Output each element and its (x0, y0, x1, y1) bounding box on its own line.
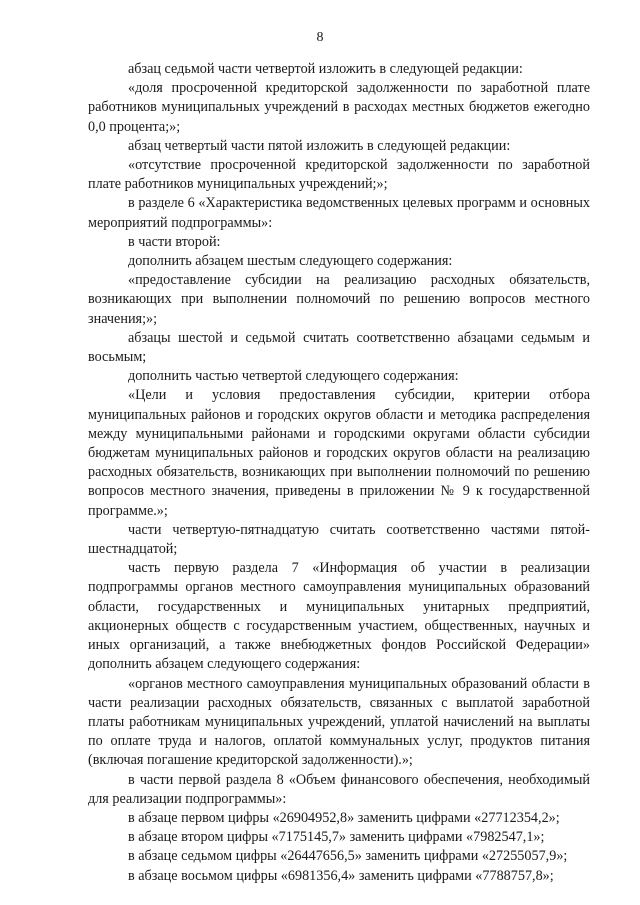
paragraph: части четвертую-пятнадцатую считать соответственно частями пятой-шестнадцатой; (88, 521, 590, 558)
paragraph: в части второй: (128, 233, 221, 250)
paragraph: дополнить частью четвертой следующего содержания: (128, 368, 459, 385)
paragraph: абзац четвертый части пятой изложить в следующей редакции: (128, 137, 511, 154)
paragraph: «доля просроченной кредиторской задолженности по заработной плате работников муниципальных учреждений в расходах местных бюджетов ежегодно 0,0 процента;»; (88, 80, 590, 135)
paragraph: в разделе 6 «Характеристика ведомственных целевых программ и основных мероприятий подпрограммы»: (88, 195, 590, 231)
document-body (88, 60, 590, 886)
paragraph: в абзаце восьмом цифры «6981356,4» заменить цифрами «7788757,8»; (128, 867, 554, 884)
paragraph: «предоставление субсидии на реализацию расходных обязательств, возникающих при выполнении полномочий по решению вопросов местного значения;»; (88, 272, 590, 327)
paragraph: абзацы шестой и седьмой считать соответственно абзацами седьмым и восьмым; (88, 329, 590, 366)
paragraph: в абзаце седьмом цифры «26447656,5» заменить цифрами «27255057,9»; (128, 848, 568, 865)
paragraph: дополнить абзацем шестым следующего содержания: (128, 253, 453, 270)
paragraph: в абзаце втором цифры «7175145,7» заменить цифрами «7982547,1»; (128, 829, 545, 846)
page-number: 8 (316, 30, 324, 45)
paragraph: в части первой раздела 8 «Объем финансового обеспечения, необходимый для реализации подпрограммы»: (88, 771, 590, 807)
paragraph: абзац седьмой части четвертой изложить в следующей редакции: (128, 61, 523, 77)
paragraph: «органов местного самоуправления муниципальных образований области в части реализации расходных обязательств, связанных с выплатой заработной платы работникам муниципальных учреждений, уплатой начислений на выплаты по оплате труда и налогов, оплатой коммунальных услуг, продуктов питания (включая погашение кредиторской задолженности).»; (88, 675, 590, 769)
paragraph: «отсутствие просроченной кредиторской задолженности по заработной плате работников муниципальных учреждений;»; (88, 157, 590, 193)
paragraph: «Цели и условия предоставления субсидии, критерии отбора муниципальных районов и городских округов области и методика распределения между муниципальными районами и городскими округами области субсидии бюджетам муниципальных районов и городских округов области на реализацию расходных обязательств, возникающих при выполнении полномочий по решению вопросов местного значения, приведены в приложении № 9 к государственной программе.»; (88, 387, 590, 519)
paragraph: в абзаце первом цифры «26904952,8» заменить цифрами «27712354,2»; (128, 809, 560, 826)
paragraph: часть первую раздела 7 «Информация об участии в реализации подпрограммы органов местного самоуправления муниципальных образований области, государственных и муниципальных унитарных предприятий, акционерных обществ с государственным участием, общественных, научных и иных организаций, а также внебюджетных фондов Российской Федерации» дополнить абзацем следующего содержания: (88, 560, 590, 673)
